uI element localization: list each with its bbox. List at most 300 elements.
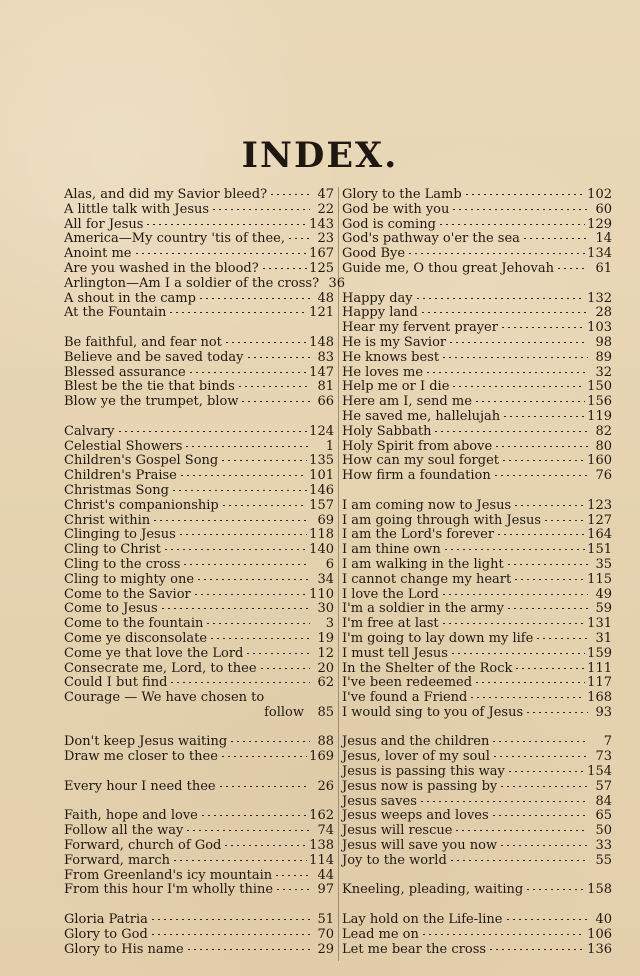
index-entry[interactable] [64, 602, 334, 617]
index-entry-line [342, 602, 612, 617]
index-entry[interactable] [64, 499, 334, 514]
index-entry-title: God is coming [342, 216, 436, 232]
index-entry-title: Come to the fountain [64, 616, 204, 632]
index-entry[interactable] [64, 735, 334, 750]
dot-leader [493, 475, 588, 476]
dot-leader [514, 668, 585, 669]
index-entry-line [342, 943, 612, 958]
index-entry-page: 85 [317, 704, 334, 720]
index-entry-page: 98 [595, 334, 612, 350]
index-entry-page: 12 [317, 645, 334, 661]
index-entry[interactable] [64, 617, 334, 632]
index-entry-page: 147 [309, 364, 334, 380]
dot-leader [200, 815, 307, 816]
index-entry-page: 28 [595, 305, 612, 321]
index-entry[interactable] [64, 780, 334, 795]
index-entry-line [342, 469, 612, 484]
index-entry[interactable] [64, 691, 334, 721]
dot-leader [240, 401, 310, 402]
index-entry-page: 156 [587, 394, 612, 410]
index-entry[interactable] [64, 469, 334, 484]
dot-leader [499, 786, 588, 787]
section-spacer [342, 277, 612, 292]
index-entry-title: Jesus saves [342, 793, 417, 809]
index-entry-page: 80 [595, 438, 612, 454]
index-entry-line [64, 839, 334, 854]
index-entry[interactable] [64, 425, 334, 440]
index-entry[interactable] [64, 292, 334, 307]
page-title: INDEX. [241, 135, 399, 176]
dot-leader [488, 949, 585, 950]
index-entry-page: 103 [587, 320, 612, 336]
section-spacer [342, 721, 612, 736]
index-entry[interactable] [64, 440, 334, 455]
index-entry[interactable] [64, 943, 334, 958]
index-entry-title: I would sing to you of Jesus [342, 704, 524, 720]
index-entry-line [342, 913, 612, 928]
dot-leader [419, 801, 588, 802]
index-entry-page: 36 [328, 275, 346, 291]
index-entry[interactable] [342, 380, 612, 395]
dot-leader [182, 564, 310, 565]
index-entry[interactable] [64, 306, 334, 321]
index-entry[interactable] [64, 366, 334, 381]
index-entry[interactable] [342, 573, 612, 588]
index-entry[interactable] [64, 883, 334, 898]
index-entry-page: 134 [587, 246, 612, 262]
index-entry[interactable] [64, 928, 334, 943]
index-entry-line [342, 809, 612, 824]
dot-leader [500, 327, 585, 328]
index-entry[interactable] [342, 765, 612, 780]
index-entry-line [342, 928, 612, 943]
index-entry-page: 49 [595, 586, 612, 602]
index-entry-page: 44 [317, 867, 334, 883]
index-entry-line [342, 292, 612, 307]
dot-leader [218, 786, 310, 787]
dot-leader [261, 268, 307, 269]
index-entry-line [342, 188, 612, 203]
index-entry-page: 119 [587, 408, 612, 424]
section-spacer [342, 898, 612, 913]
index-entry-page: 20 [317, 660, 334, 676]
index-entry-line [64, 528, 334, 543]
index-entry-line [342, 795, 612, 810]
index-entry-line [64, 499, 334, 514]
index-entry-title: Jesus now is passing by [342, 778, 498, 794]
index-entry-page: 97 [317, 882, 334, 898]
index-entry[interactable] [64, 632, 334, 647]
index-entry-page: 33 [595, 838, 612, 854]
dot-leader [188, 372, 308, 373]
index-entry[interactable] [64, 869, 334, 884]
index-entry[interactable] [64, 662, 334, 677]
dot-leader [269, 194, 310, 195]
index-entry-page: 102 [587, 187, 612, 202]
index-entry[interactable] [64, 218, 334, 233]
index-entry[interactable] [64, 913, 334, 928]
column-divider [338, 187, 339, 961]
index-entry-title: Blessed assurance [64, 364, 186, 380]
index-entry[interactable] [342, 232, 612, 247]
index-entry-line [64, 617, 334, 632]
index-entry-line [342, 735, 612, 750]
index-entry[interactable] [64, 514, 334, 529]
index-entry-title: Let me bear the cross [342, 941, 487, 957]
index-entry-title: He knows best [342, 349, 440, 365]
index-entry[interactable] [342, 735, 612, 750]
dot-leader [451, 209, 588, 210]
index-entry[interactable] [64, 484, 334, 499]
index-entry-title: Forward, church of God [64, 838, 222, 854]
index-entry-line [64, 203, 334, 218]
index-entry[interactable] [64, 543, 334, 558]
index-entry[interactable] [64, 275, 346, 292]
index-entry-page: 73 [595, 749, 612, 765]
index-entry-line [342, 543, 612, 558]
index-entry[interactable] [64, 395, 334, 410]
index-entry-title: Jesus, lover of my soul [342, 749, 490, 765]
left-index-column [64, 187, 346, 957]
index-entry[interactable] [64, 588, 334, 603]
index-entry-page: 169 [309, 749, 334, 765]
dot-leader [134, 253, 308, 254]
index-entry[interactable] [342, 824, 612, 839]
dot-leader [237, 386, 310, 387]
dot-leader [152, 520, 310, 521]
dot-leader [499, 845, 588, 846]
index-entry-title: Kneeling, pleading, waiting [342, 882, 524, 898]
index-entry[interactable] [64, 558, 334, 573]
index-entry-line [342, 499, 612, 514]
index-entry-title: All for Jesus [64, 216, 144, 232]
index-entry-page: 158 [587, 882, 612, 898]
index-entry-page: 118 [309, 527, 334, 543]
index-entry-page: 138 [309, 838, 334, 854]
dot-leader [198, 298, 310, 299]
index-entry-page: 29 [317, 941, 334, 957]
index-entry[interactable] [342, 750, 612, 765]
index-entry[interactable] [342, 321, 612, 336]
index-entry-line [342, 824, 612, 839]
index-entry-page: 40 [595, 912, 612, 928]
index-entry[interactable] [342, 617, 612, 632]
index-entry-page: 70 [317, 926, 334, 942]
index-entry[interactable] [342, 558, 612, 573]
index-entry[interactable] [342, 913, 612, 928]
index-entry-line [342, 425, 612, 440]
index-entry[interactable] [342, 366, 612, 381]
index-entry-title: I am walking in the light [342, 556, 504, 572]
index-entry[interactable] [64, 824, 334, 839]
index-entry[interactable] [342, 795, 612, 810]
index-entry-line [342, 691, 612, 706]
index-entry[interactable] [342, 780, 612, 795]
dot-leader [186, 949, 310, 950]
index-entry-title: In the Shelter of the Rock [342, 660, 513, 676]
index-entry-line [342, 883, 612, 898]
index-entry[interactable] [342, 662, 612, 677]
index-entry-page: 168 [587, 690, 612, 706]
index-entry-page: 60 [595, 201, 612, 217]
index-entry[interactable] [342, 588, 612, 603]
index-entry[interactable] [342, 854, 612, 869]
index-entry-line [64, 336, 334, 351]
index-entry-title: Help me or I die [342, 379, 450, 395]
index-entry-page: 101 [309, 468, 334, 484]
index-entry[interactable] [64, 188, 334, 203]
dot-leader [421, 934, 585, 935]
index-entry-page: 110 [309, 586, 334, 602]
dot-leader [223, 845, 307, 846]
index-entry-title: Come ye that love the Lord [64, 645, 244, 661]
index-entry-title: Cling to the cross [64, 556, 181, 572]
index-entry-line [342, 558, 612, 573]
dot-leader [448, 342, 588, 343]
index-entry[interactable] [342, 440, 612, 455]
index-entry-line [64, 943, 334, 958]
dot-leader [274, 875, 310, 876]
index-entry-line [64, 380, 334, 395]
index-entry-line [64, 735, 334, 750]
index-entry-title: He loves me [342, 364, 424, 380]
index-entry-title: I am the Lord's forever [342, 527, 495, 543]
index-entry-title: At the Fountain [64, 305, 167, 321]
index-entry[interactable] [342, 883, 612, 898]
index-entry[interactable] [342, 247, 612, 262]
dot-leader [150, 919, 310, 920]
index-entry-line [342, 617, 612, 632]
index-entry-line [64, 366, 334, 381]
index-entry[interactable] [342, 336, 612, 351]
section-spacer [64, 410, 334, 425]
index-entry[interactable] [342, 691, 612, 706]
index-entry-title: I'm free at last [342, 616, 439, 632]
index-entry[interactable] [342, 262, 612, 277]
index-entry[interactable] [342, 188, 612, 203]
index-entry-title: Come to the Savior [64, 586, 191, 602]
index-entry[interactable] [64, 809, 334, 824]
index-entry-line [342, 662, 612, 677]
index-entry-page: 123 [587, 497, 612, 513]
index-entry-title: I am coming now to Jesus [342, 497, 512, 513]
index-entry-title: Cling to mighty one [64, 571, 195, 587]
index-entry-title: Draw me closer to thee [64, 749, 218, 765]
dot-leader [184, 446, 310, 447]
dot-leader [451, 386, 585, 387]
index-entry-page: 82 [595, 423, 612, 439]
index-entry[interactable] [342, 602, 612, 617]
index-entry-page: 150 [587, 379, 612, 395]
dot-leader [543, 520, 585, 521]
index-entry[interactable] [64, 336, 334, 351]
dot-leader [505, 919, 589, 920]
index-entry-title: Joy to the world [342, 852, 447, 868]
index-entry-title: Follow all the way [64, 823, 184, 839]
index-entry-line [342, 380, 612, 395]
dot-leader [474, 401, 585, 402]
index-entry-title: Here am I, send me [342, 394, 472, 410]
dot-leader [287, 238, 310, 239]
section-spacer [342, 869, 612, 884]
index-entry[interactable] [342, 203, 612, 218]
index-entry-page: 93 [595, 704, 612, 720]
index-entry-line [64, 913, 334, 928]
dot-leader [211, 209, 310, 210]
index-entry-line [342, 410, 612, 425]
index-entry-page: 50 [595, 823, 612, 839]
index-entry[interactable] [342, 839, 612, 854]
index-entry[interactable] [64, 380, 334, 395]
index-entry-title: I am going through with Jesus [342, 512, 542, 528]
index-entry-title: Happy day [342, 290, 413, 306]
index-entry-page: 59 [595, 601, 612, 617]
dot-leader [168, 312, 307, 313]
index-entry-page: 81 [317, 379, 334, 395]
dot-leader [525, 889, 585, 890]
index-entry[interactable] [64, 454, 334, 469]
index-entry-line [64, 425, 334, 440]
index-entry-page: 143 [309, 216, 334, 232]
index-entry[interactable] [342, 943, 612, 958]
index-entry[interactable] [64, 247, 334, 262]
index-entry-page: 55 [595, 852, 612, 868]
dot-leader [245, 653, 310, 654]
dot-leader [506, 564, 588, 565]
index-entry[interactable] [64, 573, 334, 588]
index-entry[interactable] [342, 454, 612, 469]
index-entry-title: Children's Praise [64, 468, 177, 484]
index-entry-title: I'm going to lay down my life [342, 630, 534, 646]
index-entry[interactable] [342, 218, 612, 233]
index-entry[interactable] [64, 232, 334, 247]
index-entry-title: Hear my fervent prayer [342, 320, 498, 336]
index-entry-title: Believe and be saved today [64, 349, 244, 365]
index-entry[interactable] [342, 292, 612, 307]
index-entry-title: I've been redeemed [342, 675, 473, 691]
index-entry-page: 129 [587, 216, 612, 232]
index-entry-title: Come ye disconsolate [64, 630, 208, 646]
index-entry[interactable] [342, 676, 612, 691]
index-entry-page: 34 [317, 571, 334, 587]
index-entry[interactable] [342, 499, 612, 514]
index-entry[interactable] [64, 351, 334, 366]
index-entry-page: 47 [317, 187, 334, 202]
index-entry[interactable] [64, 647, 334, 662]
index-entry[interactable] [342, 514, 612, 529]
index-entry-title: How can my soul forget [342, 453, 500, 469]
index-entry[interactable] [64, 854, 334, 869]
index-entry-line [342, 366, 612, 381]
index-entry-line [64, 454, 334, 469]
dot-leader [415, 298, 586, 299]
index-entry-page: 1 [325, 438, 334, 454]
dot-leader [407, 253, 585, 254]
index-entry-title: Blow ye the trumpet, blow [64, 394, 239, 410]
index-entry-title: I've found a Friend [342, 690, 468, 706]
index-entry-line [64, 514, 334, 529]
index-entry-page: 117 [587, 675, 612, 691]
section-spacer [64, 765, 334, 780]
index-entry-title: Good Bye [342, 246, 406, 262]
index-entry[interactable] [64, 750, 334, 765]
dot-leader [220, 460, 307, 461]
index-entry-line [342, 528, 612, 543]
dot-leader [224, 342, 307, 343]
index-entry-page: 140 [309, 542, 334, 558]
index-entry-line [64, 218, 334, 233]
index-entry[interactable] [342, 528, 612, 543]
index-entry[interactable] [342, 543, 612, 558]
index-entry-line [64, 469, 334, 484]
index-entry-page: 121 [309, 305, 334, 321]
index-entry[interactable] [64, 262, 334, 277]
dot-leader [229, 741, 310, 742]
index-entry-line [64, 543, 334, 558]
index-entry-page: 48 [317, 290, 334, 306]
index-entry[interactable] [342, 469, 612, 484]
index-entry-page: 14 [595, 231, 612, 247]
dot-leader [150, 934, 310, 935]
dot-leader [522, 238, 588, 239]
index-entry[interactable] [342, 425, 612, 440]
dot-leader [556, 268, 588, 269]
dot-leader [491, 815, 588, 816]
index-entry-title: He saved me, hallelujah [342, 408, 501, 424]
index-entry-title: Cling to Christ [64, 542, 161, 558]
index-entry-title: Jesus will rescue [342, 823, 453, 839]
index-entry-line [64, 647, 334, 662]
index-entry[interactable] [64, 528, 334, 543]
index-entry-title: Guide me, O thou great Jehovah [342, 260, 554, 276]
dot-leader [275, 889, 310, 890]
index-entry[interactable] [342, 706, 612, 721]
index-entry-page: 83 [317, 349, 334, 365]
index-entry-line [64, 573, 334, 588]
dot-leader [525, 712, 588, 713]
index-entry-line [342, 203, 612, 218]
index-entry[interactable] [342, 647, 612, 662]
index-entry-line [342, 218, 612, 233]
index-entry[interactable] [342, 395, 612, 410]
index-entry-title: Jesus will save you now [342, 838, 498, 854]
index-entry[interactable] [64, 839, 334, 854]
dot-leader [246, 357, 310, 358]
index-entry[interactable] [342, 410, 612, 425]
index-entry[interactable] [342, 306, 612, 321]
index-entry-page: 57 [595, 778, 612, 794]
index-entry[interactable] [342, 351, 612, 366]
index-entry-title: Glory to God [64, 926, 148, 942]
dot-leader [506, 608, 588, 609]
index-entry-title: Jesus and the children [342, 734, 490, 750]
index-entry[interactable] [342, 632, 612, 647]
index-entry-page: 69 [317, 512, 334, 528]
index-entry-title: Be faithful, and fear not [64, 334, 222, 350]
index-entry[interactable] [342, 928, 612, 943]
index-entry-line [64, 440, 334, 455]
index-entry-page: 160 [587, 453, 612, 469]
index-entry-line [342, 632, 612, 647]
index-entry[interactable] [64, 676, 334, 691]
index-entry-line [342, 854, 612, 869]
dot-leader [178, 534, 307, 535]
index-entry[interactable] [64, 203, 334, 218]
index-entry-title: God be with you [342, 201, 450, 217]
index-entry[interactable] [342, 809, 612, 824]
index-entry-title: Calvary [64, 423, 115, 439]
dot-leader [160, 608, 310, 609]
